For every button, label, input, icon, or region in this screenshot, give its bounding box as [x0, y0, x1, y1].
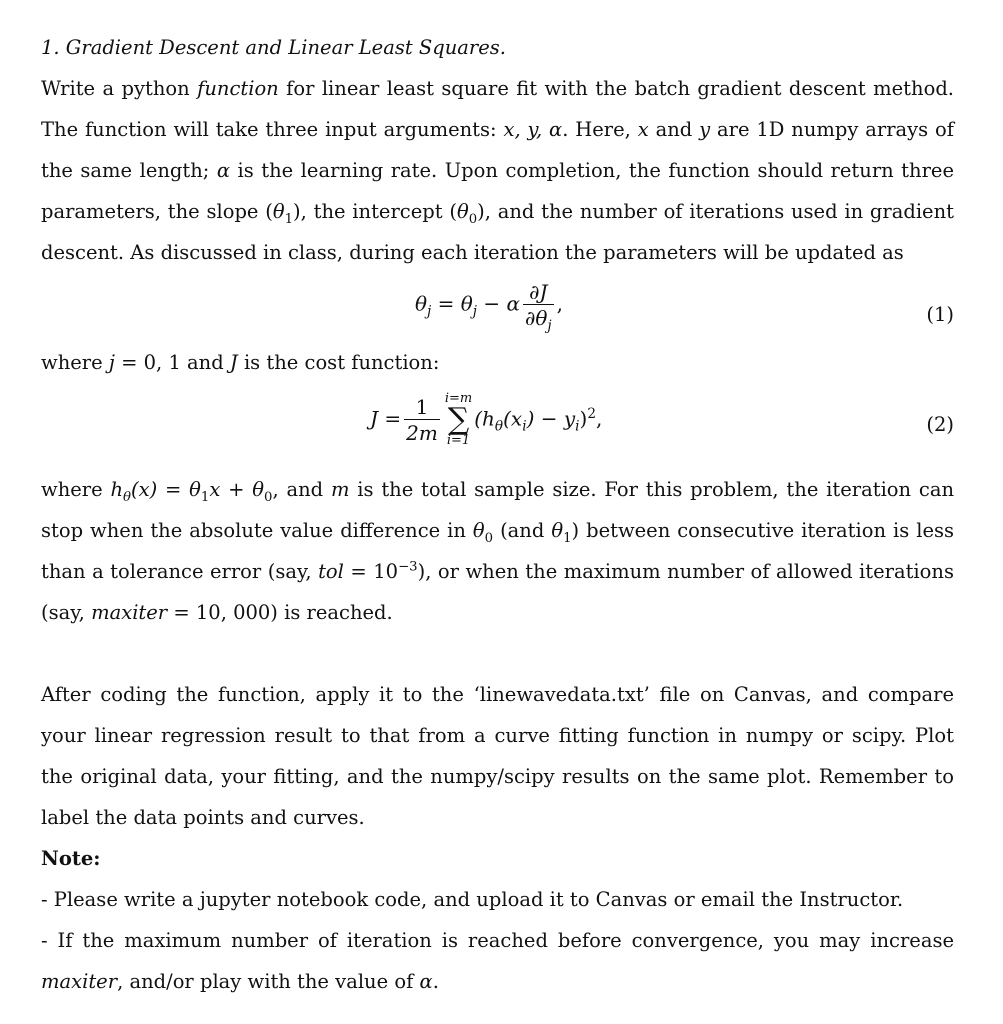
paragraph-1-line-2: The function will take three input arguments: x, y, α. Here, x and y are 1D numpy arrays of [41, 118, 954, 141]
paragraph-3-line-3: the original data, your fitting, and the numpy/scipy results on the same plot. Remember to [41, 765, 954, 788]
note-item-2-continued: maxiter, and/or play with the value of α. [41, 970, 439, 993]
paragraph-2-line-4: (say, maxiter = 10, 000) is reached. [41, 601, 393, 624]
paragraph-2-line-2: stop when the absolute value difference in $\theta_0$ (and $\theta_1$) between consecutive iteration is less [41, 519, 954, 546]
note-item-1: - Please write a jupyter notebook code, and upload it to Canvas or email the Instructor. [41, 888, 904, 911]
paragraph-3-line-2: your linear regression result to that from a curve fitting function in numpy or scipy. Plot [41, 724, 954, 747]
where-cost-line: where j = 0, 1 and J is the cost function: [41, 351, 440, 374]
paragraph-3-line-1: After coding the function, apply it to the ‘linewavedata.txt’ file on Canvas, and compare [41, 683, 954, 706]
equation-2: J = $\frac{1}{2m}$ i=m ∑ i=1 $(h_\theta(x_i) - y_i)^2$, [370, 391, 603, 448]
one-over-2m-fraction: $\frac{1}{2m}$ [406, 395, 438, 445]
problem-heading: 1. Gradient Descent and Linear Least Squares. [41, 36, 506, 59]
paragraph-1-line-3: the same length; α is the learning rate. Upon completion, the function should return three [41, 159, 954, 182]
paragraph-1-line-1: Write a python function for linear least square fit with the batch gradient descent method. [41, 77, 955, 100]
summation-sign: i=m ∑ i=1 [444, 391, 473, 448]
paragraph-1-line-5: descent. As discussed in class, during each iteration the parameters will be updated as [41, 241, 904, 264]
partial-derivative-fraction: $\frac{\partial J}{\partial\theta_j}$ [524, 280, 552, 334]
paragraph-2-line-1: where $h_\theta(x) = \theta_1x + \theta_0$, and m is the total sample size. For this problem, the iteration can [41, 478, 955, 505]
paragraph-3-line-4: label the data points and curves. [41, 806, 365, 829]
equation-2-number: (2) [926, 413, 954, 436]
paragraph-2-line-3: than a tolerance error (say, tol = $10^{-3}$), or when the maximum number of allowed iterations [41, 559, 954, 583]
equation-1-number: (1) [926, 303, 954, 326]
paragraph-1-line-4: parameters, the slope $(\theta_1)$, the intercept $(\theta_0)$, and the number of iterations used in gradient [41, 200, 954, 227]
note-item-2: - If the maximum number of iteration is reached before convergence, you may increase [41, 929, 954, 952]
note-label: Note: [41, 847, 101, 870]
equation-1: $\theta_j = \theta_j - \alpha$ $\frac{\partial J}{\partial\theta_j}$ , [415, 280, 563, 334]
